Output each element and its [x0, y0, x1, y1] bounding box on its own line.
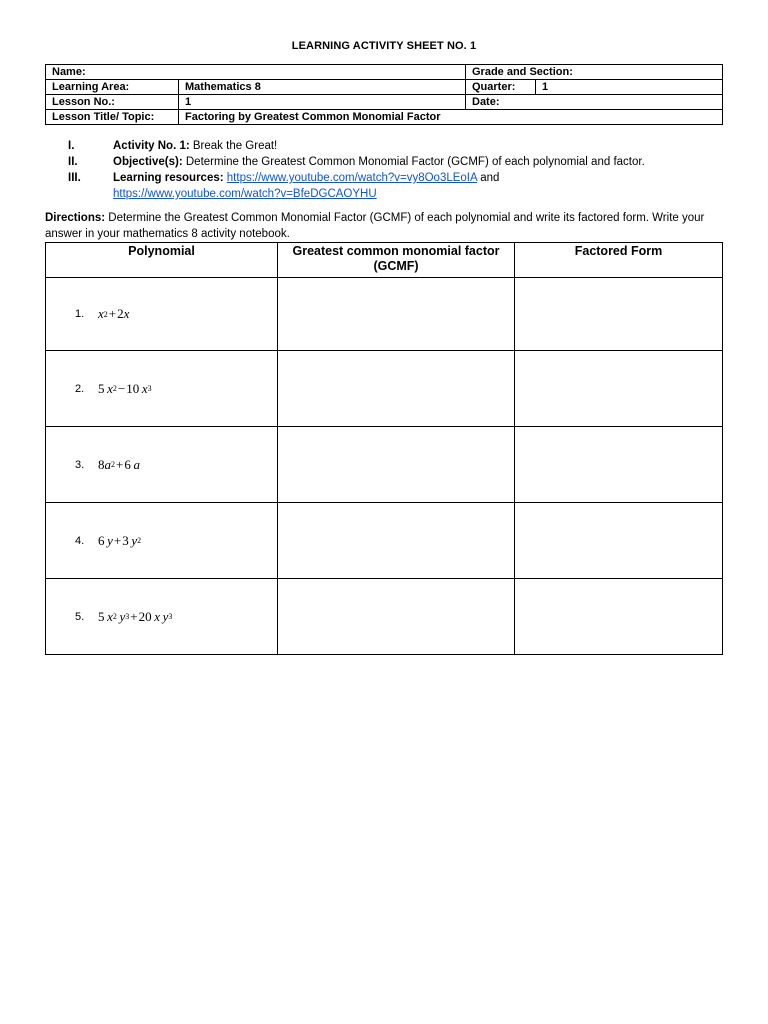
learning-area-label: Learning Area:: [46, 80, 179, 95]
gcmf-answer-cell[interactable]: [278, 579, 515, 655]
list-number: I.: [68, 140, 75, 152]
objective-label: Objective(s):: [113, 156, 183, 168]
table-row: [46, 278, 723, 351]
quarter-label: Quarter:: [466, 80, 536, 95]
table-row: [46, 579, 723, 655]
header-factored-form: Factored Form: [515, 243, 723, 278]
directions-label: Directions:: [45, 212, 106, 224]
table-row: [46, 427, 723, 503]
factored-answer-cell[interactable]: [515, 278, 723, 351]
learning-area-value: Mathematics 8: [179, 80, 466, 95]
lesson-no-value: 1: [179, 95, 466, 110]
activity-text: Break the Great!: [189, 140, 278, 152]
lesson-no-label: Lesson No.:: [46, 95, 179, 110]
name-label[interactable]: Name:: [46, 65, 466, 80]
factored-answer-cell[interactable]: [515, 579, 723, 655]
list-item: [68, 154, 728, 170]
header-polynomial: Polynomial: [46, 243, 278, 278]
activity-info-list: [68, 138, 728, 202]
resources-and: and: [477, 172, 500, 184]
gcmf-answer-cell[interactable]: [278, 503, 515, 579]
grade-section-label[interactable]: Grade and Section:: [466, 65, 723, 80]
polynomial-4: 4. 6 y + 3 y 2: [75, 532, 142, 548]
directions-text: Determine the Greatest Common Monomial Factor (GCMF) of each polynomial and write its factored form. Write your answer in your mathematics 8 activity notebook.: [45, 212, 705, 240]
lesson-title-label: Lesson Title/ Topic:: [46, 110, 179, 125]
directions: [45, 210, 735, 242]
list-item: [68, 170, 728, 202]
factored-answer-cell[interactable]: [515, 503, 723, 579]
resource-link-2[interactable]: https://www.youtube.com/watch?v=BfeDGCAOYHU: [113, 188, 377, 200]
polynomial-3: 3. 8 a 2 + 6 a: [75, 456, 140, 472]
polynomial-1: 1. x 2 + 2 x: [75, 306, 130, 321]
table-row: [46, 503, 723, 579]
list-item: [68, 138, 728, 154]
page-title: LEARNING ACTIVITY SHEET NO. 1: [291, 40, 477, 52]
gcmf-answer-cell[interactable]: [278, 278, 515, 351]
quarter-value: 1: [536, 80, 723, 95]
activity-label: Activity No. 1:: [113, 140, 190, 152]
factored-answer-cell[interactable]: [515, 351, 723, 427]
list-number: II.: [68, 156, 78, 168]
polynomial-5: 5. 5 x 2 y 3 + 20 x y 3: [75, 608, 173, 624]
header-gcmf: Greatest common monomial factor (GCMF): [278, 243, 515, 278]
resource-link-1[interactable]: https://www.youtube.com/watch?v=vy8Oo3LEoIA: [226, 172, 478, 184]
objective-text: Determine the Greatest Common Monomial Factor (GCMF) of each polynomial and factor.: [182, 156, 645, 168]
activity-table: [45, 242, 723, 655]
gcmf-answer-cell[interactable]: [278, 427, 515, 503]
factored-answer-cell[interactable]: [515, 427, 723, 503]
resources-label: Learning resources:: [113, 172, 224, 184]
table-row: [46, 351, 723, 427]
gcmf-answer-cell[interactable]: [278, 351, 515, 427]
student-info-table: [45, 64, 723, 125]
list-number: III.: [68, 172, 81, 184]
lesson-title-value: Factoring by Greatest Common Monomial Factor: [179, 110, 723, 125]
polynomial-2: 2. 5 x 2 − 10 x 3: [75, 380, 152, 396]
date-label[interactable]: Date:: [466, 95, 723, 110]
